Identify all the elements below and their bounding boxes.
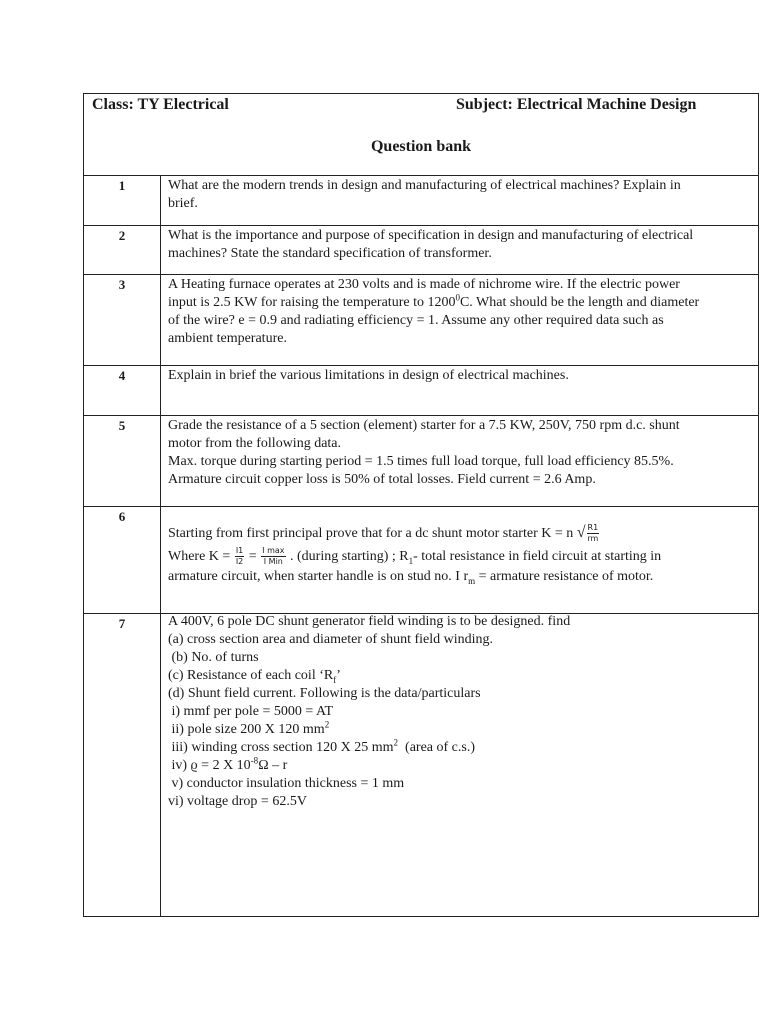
- text-span: (c) Resistance of each coil ‘R: [168, 668, 334, 683]
- question-line: (d) Shunt field current. Following is the data/particulars: [168, 686, 481, 701]
- question-line: [168, 568, 746, 586]
- fraction-denominator: I2: [235, 557, 244, 567]
- question-number: 3: [84, 275, 161, 365]
- question-number: 5: [84, 416, 161, 506]
- question-line: Armature circuit copper loss is 50% of total losses. Field current = 2.6 Amp.: [168, 472, 596, 487]
- question-number: 2: [84, 226, 161, 274]
- superscript: 0: [455, 292, 460, 303]
- fraction-denominator: rm: [587, 534, 599, 544]
- superscript: -8: [250, 755, 259, 766]
- text-span: =: [245, 549, 261, 564]
- fraction-denominator: I Min: [263, 557, 283, 567]
- question-number: 7: [84, 614, 161, 916]
- subscript: f: [333, 674, 337, 685]
- question-row-6: [84, 507, 758, 614]
- square-root-symbol: √: [576, 524, 586, 541]
- text-span: (area of c.s.): [398, 740, 475, 755]
- question-row-4: [84, 366, 758, 416]
- question-line: i) mmf per pole = 5000 = AT: [168, 704, 334, 719]
- question-text: [168, 367, 746, 385]
- question-number: 6: [84, 507, 161, 613]
- question-number: 4: [84, 366, 161, 415]
- superscript: 2: [324, 719, 330, 730]
- fraction-r1-rm: [587, 523, 600, 544]
- text-span: input is 2.5 KW for raising the temperature to 1200: [168, 295, 456, 310]
- question-line: Max. torque during starting period = 1.5 times full load torque, full load efficiency 85.5%.: [168, 454, 674, 469]
- subscript: 1: [408, 555, 414, 566]
- text-span: - total resistance in field circuit at starting in: [413, 549, 662, 564]
- question-line: (b) No. of turns: [168, 650, 259, 665]
- question-row-2: [84, 226, 758, 275]
- text-span: . (during starting) ; R: [286, 549, 409, 564]
- question-line: Grade the resistance of a 5 section (element) starter for a 7.5 KW, 250V, 750 rpm d.c. shunt: [168, 418, 680, 433]
- question-line: ambient temperature.: [168, 331, 287, 346]
- question-line: A 400V, 6 pole DC shunt generator field winding is to be designed. find: [168, 614, 571, 629]
- question-text: [168, 417, 746, 489]
- subject-label: Subject: Electrical Machine Design: [456, 96, 697, 113]
- question-line: Explain in brief the various limitations in design of electrical machines.: [168, 368, 569, 383]
- question-line: of the wire? e = 0.9 and radiating efficiency = 1. Assume any other required data such as: [168, 313, 664, 328]
- superscript: 2: [393, 737, 399, 748]
- question-line: brief.: [168, 196, 198, 211]
- class-label: Class: TY Electrical: [92, 96, 229, 113]
- question-row-7: [84, 614, 758, 916]
- text-span: ii) pole size 200 X 120 mm: [168, 722, 325, 737]
- text-span: = armature resistance of motor.: [475, 569, 654, 584]
- question-row-3: [84, 275, 758, 366]
- text-span: C. What should be the length and diameter: [459, 295, 700, 310]
- question-text: [168, 227, 746, 263]
- question-line: [168, 757, 746, 775]
- question-line: [168, 546, 746, 568]
- question-text: [168, 177, 746, 213]
- page-title: Question bank: [370, 138, 472, 155]
- question-line: vi) voltage drop = 62.5V: [168, 794, 307, 809]
- question-line: [168, 521, 746, 546]
- question-line: [168, 294, 746, 312]
- fraction-numerator: I max: [262, 546, 285, 556]
- question-line: motor from the following data.: [168, 436, 342, 451]
- fraction-numerator: R1: [587, 523, 599, 533]
- subscript: m: [468, 575, 476, 586]
- text-span: iv) ϱ = 2 X 10: [168, 758, 251, 773]
- question-text: [168, 276, 746, 348]
- table-header: [84, 94, 758, 176]
- text-span: ’: [336, 668, 341, 683]
- question-row-1: [84, 176, 758, 226]
- text-span: iii) winding cross section 120 X 25 mm: [168, 740, 394, 755]
- question-line: machines? State the standard specification of transformer.: [168, 246, 492, 261]
- text-span: Where K =: [168, 549, 234, 564]
- text-span: armature circuit, when starter handle is on stud no. I r: [168, 569, 469, 584]
- question-text: [168, 613, 746, 811]
- text-span: Ω – r: [258, 758, 288, 773]
- question-row-5: [84, 416, 758, 507]
- question-line: [168, 667, 746, 685]
- text-span: Starting from first principal prove that for a dc shunt motor starter K = n: [168, 526, 577, 541]
- question-bank-table: [83, 93, 759, 917]
- question-line: A Heating furnace operates at 230 volts and is made of nichrome wire. If the electric power: [168, 277, 680, 292]
- question-line: v) conductor insulation thickness = 1 mm: [168, 776, 405, 791]
- question-number: 1: [84, 176, 161, 225]
- question-line: What are the modern trends in design and manufacturing of electrical machines? Explain in: [168, 178, 681, 193]
- fraction-imax-imin: [261, 546, 285, 567]
- question-line: [168, 721, 746, 739]
- question-line: [168, 739, 746, 757]
- fraction-numerator: I1: [235, 546, 244, 556]
- question-text: [168, 521, 746, 586]
- question-line: (a) cross section area and diameter of shunt field winding.: [168, 632, 494, 647]
- question-line: What is the importance and purpose of specification in design and manufacturing of electrical: [168, 228, 694, 243]
- fraction-i1-i2: [235, 546, 244, 567]
